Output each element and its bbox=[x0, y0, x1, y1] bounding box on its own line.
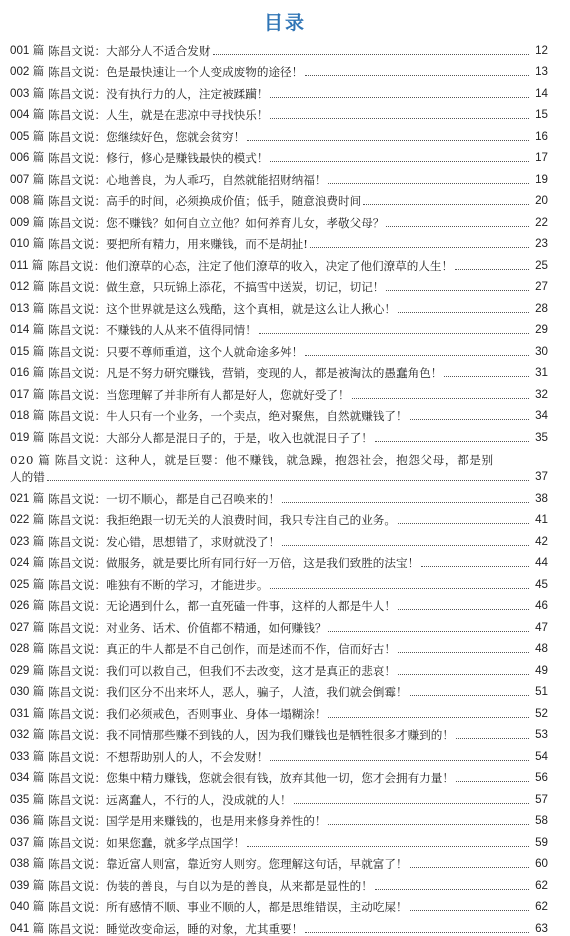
toc-entry[interactable] bbox=[10, 380, 548, 402]
toc-entry[interactable] bbox=[10, 699, 548, 721]
dot-leader bbox=[282, 545, 529, 546]
dot-leader bbox=[352, 398, 529, 399]
toc-entry-number: 027 篇 bbox=[10, 620, 45, 634]
toc-entry-page: 46 bbox=[535, 599, 548, 612]
toc-list bbox=[10, 36, 548, 936]
toc-entry-number: 035 篇 bbox=[10, 792, 45, 806]
toc-entry-text-line1: 020 篇 陈昌文说：这种人，就是巨婴：他不赚钱，就急躁，抱怨社会，抱怨父母，都是别 bbox=[10, 453, 494, 467]
toc-entry-number: 034 篇 bbox=[10, 771, 45, 784]
toc-entry[interactable] bbox=[10, 58, 548, 80]
toc-entry[interactable] bbox=[10, 484, 548, 506]
dot-leader bbox=[328, 824, 529, 825]
toc-entry[interactable] bbox=[10, 527, 548, 549]
toc-entry-text: 陈昌文说：发心错，思想错了，求财就没了！ bbox=[48, 534, 281, 549]
toc-entry[interactable] bbox=[10, 828, 548, 850]
dot-leader bbox=[294, 803, 529, 804]
toc-entry-text: 陈昌文说：要把所有精力，用来赚钱，而不是胡扯! bbox=[48, 237, 308, 251]
dot-leader bbox=[421, 566, 529, 567]
toc-entry[interactable] bbox=[10, 893, 548, 915]
dot-leader bbox=[398, 523, 529, 524]
toc-entry[interactable] bbox=[10, 79, 548, 101]
toc-entry-text: 陈昌文说：这个世界就是这么残酷，这个真相，就是这么让人揪心！ bbox=[48, 301, 396, 316]
toc-entry-page: 38 bbox=[535, 491, 548, 505]
toc-entry-text: 陈昌文说：大部分人不适合发财 bbox=[48, 43, 211, 58]
dot-leader bbox=[410, 419, 529, 420]
toc-entry-number: 033 篇 bbox=[10, 749, 45, 763]
toc-entry-number: 021 篇 bbox=[10, 491, 45, 505]
toc-entry-number: 014 篇 bbox=[10, 323, 45, 336]
toc-entry-page: 22 bbox=[535, 215, 548, 229]
toc-entry-text: 陈昌文说：一切不顺心，都是自己召唤来的！ bbox=[48, 491, 281, 506]
toc-title: 目录 bbox=[263, 12, 306, 34]
dot-leader bbox=[398, 652, 529, 653]
toc-entry-page: 13 bbox=[535, 65, 548, 78]
toc-entry-text: 陈昌文说：我们可以救自己，但我们不去改变，这才是真正的悲哀！ bbox=[48, 663, 396, 678]
toc-entry-page: 28 bbox=[535, 301, 548, 315]
toc-entry-page: 52 bbox=[535, 706, 548, 720]
toc-entry[interactable] bbox=[10, 359, 548, 381]
toc-entry[interactable] bbox=[10, 445, 548, 485]
toc-entry-text: 陈昌文说：我们必须戒色，否则事业、身体一塌糊涂！ bbox=[48, 706, 327, 721]
toc-entry-number: 008 篇 bbox=[10, 194, 45, 207]
toc-entry[interactable] bbox=[10, 208, 548, 230]
dot-leader bbox=[456, 781, 529, 782]
toc-entry[interactable] bbox=[10, 549, 548, 571]
toc-entry-text: 陈昌文说：所有感情不顺、事业不顺的人，都是思维错误，主动吃屎！ bbox=[48, 900, 408, 914]
toc-entry-page: 29 bbox=[535, 323, 548, 336]
toc-entry-text: 陈昌文说：靠近富人则富，靠近穷人则穷。您理解这句话，早就富了！ bbox=[48, 857, 408, 871]
dot-leader bbox=[47, 480, 529, 481]
toc-entry-page: 47 bbox=[535, 620, 548, 634]
toc-entry[interactable] bbox=[10, 742, 548, 764]
toc-entry-text: 陈昌文说：无论遇到什么，都一直死磕一件事，这样的人都是牛人！ bbox=[48, 599, 396, 613]
toc-entry-page: 35 bbox=[535, 430, 548, 444]
dot-leader bbox=[305, 932, 529, 933]
dot-leader bbox=[270, 118, 529, 119]
toc-entry-number: 015 篇 bbox=[10, 344, 45, 358]
toc-entry-number: 013 篇 bbox=[10, 301, 45, 315]
toc-entry-number: 038 篇 bbox=[10, 857, 45, 870]
toc-entry-page: 30 bbox=[535, 344, 548, 358]
toc-entry[interactable] bbox=[10, 613, 548, 635]
toc-entry[interactable] bbox=[10, 337, 548, 359]
dot-leader bbox=[456, 738, 529, 739]
toc-entry-number: 009 篇 bbox=[10, 215, 45, 229]
toc-entry-page: 53 bbox=[535, 728, 548, 741]
toc-entry[interactable] bbox=[10, 764, 548, 786]
toc-entry-text: 陈昌文说：凡是不努力研究赚钱，营销，变现的人，都是被淘汰的愚蠢角色！ bbox=[48, 366, 443, 380]
dot-leader bbox=[328, 183, 529, 184]
toc-entry[interactable] bbox=[10, 678, 548, 700]
toc-entry-text: 陈昌文说：如果您蠢，就多学点国学！ bbox=[48, 835, 246, 850]
toc-entry-number: 029 篇 bbox=[10, 663, 45, 677]
dot-leader bbox=[398, 312, 529, 313]
toc-entry-page: 23 bbox=[535, 237, 548, 250]
toc-entry-text: 陈昌文说：大部分人都是混日子的，于是，收入也就混日子了！ bbox=[48, 430, 373, 445]
dot-leader bbox=[247, 140, 529, 141]
toc-entry[interactable] bbox=[10, 187, 548, 209]
toc-entry[interactable] bbox=[10, 785, 548, 807]
toc-entry-number: 023 篇 bbox=[10, 534, 45, 548]
toc-entry-text: 陈昌文说：做生意，只玩锦上添花，不搞雪中送炭，切记，切记！ bbox=[48, 280, 385, 294]
toc-entry-number: 017 篇 bbox=[10, 387, 45, 401]
toc-entry-text: 陈昌文说：不赚钱的人从来不值得同情！ bbox=[48, 323, 257, 337]
toc-entry-page: 59 bbox=[535, 835, 548, 849]
toc-entry-number: 003 篇 bbox=[10, 86, 45, 100]
toc-entry-page: 34 bbox=[535, 409, 548, 422]
toc-entry-number: 036 篇 bbox=[10, 814, 45, 827]
toc-entry-text: 陈昌文说：我不同情那些赚不到钱的人，因为我们赚钱也是牺牲很多才赚到的！ bbox=[48, 728, 454, 742]
toc-entry-text: 陈昌文说：不想帮助别人的人，不会发财！ bbox=[48, 749, 269, 764]
toc-entry-page: 63 bbox=[535, 921, 548, 935]
toc-entry-text: 陈昌文说：高手的时间，必须换成价值；低手，随意浪费时间 bbox=[48, 194, 362, 208]
toc-entry-number: 024 篇 bbox=[10, 556, 45, 569]
toc-entry[interactable] bbox=[10, 423, 548, 445]
toc-entry-text: 陈昌文说：国学是用来赚钱的，也是用来修身养性的！ bbox=[48, 814, 327, 828]
toc-entry[interactable] bbox=[10, 144, 548, 166]
toc-entry-number: 018 篇 bbox=[10, 409, 45, 422]
toc-entry-page: 54 bbox=[535, 749, 548, 763]
toc-entry-text: 陈昌文说：唯独有不断的学习，才能进步。 bbox=[48, 577, 269, 592]
toc-entry-page: 49 bbox=[535, 663, 548, 677]
toc-entry-number: 004 篇 bbox=[10, 108, 45, 121]
toc-entry-page: 45 bbox=[535, 577, 548, 591]
toc-entry[interactable] bbox=[10, 721, 548, 743]
toc-entry-number: 037 篇 bbox=[10, 835, 45, 849]
toc-entry-text: 陈昌文说：睡觉改变命运，睡的对象，尤其重要！ bbox=[48, 921, 304, 936]
dot-leader bbox=[444, 376, 529, 377]
toc-entry[interactable] bbox=[10, 165, 548, 187]
dot-leader bbox=[455, 269, 529, 270]
toc-entry-number: 028 篇 bbox=[10, 642, 45, 655]
toc-entry-text: 陈昌文说：您集中精力赚钱，您就会很有钱，放弃其他一切，您才会拥有力量！ bbox=[48, 771, 454, 785]
toc-entry-page: 37 bbox=[535, 470, 548, 483]
toc-entry-number: 039 篇 bbox=[10, 878, 45, 892]
toc-entry-text: 陈昌文说：只要不尊师重道，这个人就命途多舛！ bbox=[48, 344, 304, 359]
dot-leader bbox=[270, 97, 529, 98]
dot-leader bbox=[410, 867, 529, 868]
toc-entry-text: 陈昌文说：您继续好色，您就会贫穷！ bbox=[48, 129, 246, 144]
toc-entry-number: 010 篇 bbox=[10, 237, 45, 250]
toc-entry[interactable] bbox=[10, 294, 548, 316]
toc-entry-page: 17 bbox=[535, 151, 548, 164]
toc-entry-page: 32 bbox=[535, 387, 548, 401]
toc-entry-number: 001 篇 bbox=[10, 43, 45, 57]
toc-entry-number: 032 篇 bbox=[10, 728, 45, 741]
toc-entry[interactable] bbox=[10, 871, 548, 893]
toc-entry-text: 陈昌文说：您不赚钱？如何自立立他？如何养育儿女，孝敬父母？ bbox=[48, 215, 385, 230]
toc-entry-page: 48 bbox=[535, 642, 548, 655]
toc-entry-number: 041 篇 bbox=[10, 921, 45, 935]
toc-entry-number: 031 篇 bbox=[10, 706, 45, 720]
toc-entry[interactable] bbox=[10, 592, 548, 614]
toc-entry-text: 陈昌文说：没有执行力的人，注定被蹂躏！ bbox=[48, 86, 269, 101]
toc-entry-text: 陈昌文说：色是最快速让一个人变成废物的途径！ bbox=[48, 65, 304, 79]
dot-leader bbox=[282, 502, 529, 503]
toc-entry[interactable] bbox=[10, 570, 548, 592]
toc-entry-page: 27 bbox=[535, 280, 548, 293]
toc-entry-page: 42 bbox=[535, 534, 548, 548]
toc-entry-page: 25 bbox=[535, 258, 548, 272]
toc-entry-text: 陈昌文说：心地善良，为人乖巧，自然就能招财纳福！ bbox=[48, 172, 327, 187]
dot-leader bbox=[270, 588, 529, 589]
toc-entry-text: 陈昌文说：我拒绝跟一切无关的人浪费时间，我只专注自己的业务。 bbox=[48, 513, 396, 527]
toc-entry-text: 陈昌文说：远离蠢人，不行的人，没成就的人！ bbox=[48, 792, 292, 807]
toc-entry-page: 58 bbox=[535, 814, 548, 827]
toc-entry[interactable] bbox=[10, 122, 548, 144]
toc-entry-page: 60 bbox=[535, 857, 548, 870]
toc-entry-number: 016 篇 bbox=[10, 366, 45, 379]
toc-entry-number: 022 篇 bbox=[10, 513, 45, 526]
toc-entry[interactable] bbox=[10, 656, 548, 678]
toc-entry[interactable] bbox=[10, 273, 548, 295]
toc-entry-number: 007 篇 bbox=[10, 172, 45, 186]
dot-leader bbox=[270, 760, 529, 761]
dot-leader bbox=[247, 846, 529, 847]
toc-entry-text: 陈昌文说：对业务、话术、价值都不精通，如何赚钱？ bbox=[48, 620, 327, 635]
toc-entry-page: 41 bbox=[535, 513, 548, 526]
toc-entry-page: 44 bbox=[535, 556, 548, 569]
dot-leader bbox=[375, 889, 529, 890]
toc-entry-page: 16 bbox=[535, 129, 548, 143]
toc-entry[interactable] bbox=[10, 850, 548, 872]
toc-entry[interactable] bbox=[10, 251, 548, 273]
dot-leader bbox=[363, 204, 529, 205]
toc-entry[interactable] bbox=[10, 914, 548, 936]
toc-entry-number: 019 篇 bbox=[10, 430, 45, 444]
toc-entry-number: 026 篇 bbox=[10, 599, 45, 612]
dot-leader bbox=[410, 910, 529, 911]
toc-entry-page: 57 bbox=[535, 792, 548, 806]
toc-entry-number: 030 篇 bbox=[10, 685, 45, 698]
toc-entry-text: 陈昌文说：真正的牛人都是不自己创作，而是述而不作，信而好古！ bbox=[48, 642, 396, 656]
dot-leader bbox=[310, 247, 529, 248]
toc-entry-text-line2: 人的错 bbox=[10, 470, 45, 484]
dot-leader bbox=[410, 695, 529, 696]
toc-entry-number: 011 篇 bbox=[10, 258, 44, 272]
toc-entry-text: 陈昌文说：牛人只有一个业务，一个卖点，绝对聚焦，自然就赚钱了！ bbox=[48, 409, 408, 423]
toc-entry[interactable] bbox=[10, 316, 548, 338]
dot-leader bbox=[386, 226, 529, 227]
toc-entry[interactable] bbox=[10, 36, 548, 58]
toc-entry-page: 62 bbox=[535, 878, 548, 892]
toc-entry-text: 陈昌文说：人生，就是在悲凉中寻找快乐！ bbox=[48, 108, 269, 122]
toc-entry-page: 20 bbox=[535, 194, 548, 207]
toc-entry-page: 19 bbox=[535, 172, 548, 186]
toc-entry-text: 陈昌文说：做服务，就是要比所有同行好一万倍，这是我们致胜的法宝！ bbox=[48, 556, 420, 570]
toc-entry[interactable] bbox=[10, 807, 548, 829]
dot-leader bbox=[305, 75, 529, 76]
toc-entry-number: 005 篇 bbox=[10, 129, 45, 143]
toc-entry-number: 006 篇 bbox=[10, 151, 45, 164]
dot-leader bbox=[386, 290, 529, 291]
dot-leader bbox=[259, 333, 529, 334]
dot-leader bbox=[398, 609, 529, 610]
toc-entry-page: 15 bbox=[535, 108, 548, 121]
toc-entry-page: 31 bbox=[535, 366, 548, 379]
dot-leader bbox=[305, 355, 529, 356]
toc-entry-text: 陈昌文说：他们潦草的心态，注定了他们潦草的收入，决定了他们潦草的人生！ bbox=[47, 258, 454, 273]
toc-entry-text: 陈昌文说：修行，修心是赚钱最快的模式！ bbox=[48, 151, 269, 165]
dot-leader bbox=[328, 717, 529, 718]
dot-leader bbox=[375, 441, 529, 442]
toc-entry-text: 陈昌文说：伪装的善良，与自以为是的善良，从来都是显性的！ bbox=[48, 878, 373, 893]
toc-entry[interactable] bbox=[10, 635, 548, 657]
toc-entry-number: 002 篇 bbox=[10, 65, 45, 78]
toc-entry-page: 51 bbox=[535, 685, 548, 698]
toc-entry[interactable] bbox=[10, 230, 548, 252]
toc-entry-text: 陈昌文说：当您理解了并非所有人都是好人，您就好受了！ bbox=[48, 387, 350, 402]
dot-leader bbox=[328, 631, 529, 632]
dot-leader bbox=[398, 674, 529, 675]
toc-entry[interactable] bbox=[10, 101, 548, 123]
toc-entry-page: 14 bbox=[535, 86, 548, 100]
toc-entry-number: 025 篇 bbox=[10, 577, 45, 591]
toc-entry[interactable] bbox=[10, 506, 548, 528]
toc-entry-number: 040 篇 bbox=[10, 900, 45, 913]
toc-entry-text: 陈昌文说：我们区分不出来坏人，恶人，骗子，人渣，我们就会倒霉！ bbox=[48, 685, 408, 699]
toc-entry-page: 62 bbox=[535, 900, 548, 913]
dot-leader bbox=[213, 54, 530, 55]
toc-entry[interactable] bbox=[10, 402, 548, 424]
toc-entry-page: 56 bbox=[535, 771, 548, 784]
toc-entry-page: 12 bbox=[535, 43, 548, 57]
dot-leader bbox=[270, 161, 529, 162]
toc-entry-number: 012 篇 bbox=[10, 280, 45, 293]
